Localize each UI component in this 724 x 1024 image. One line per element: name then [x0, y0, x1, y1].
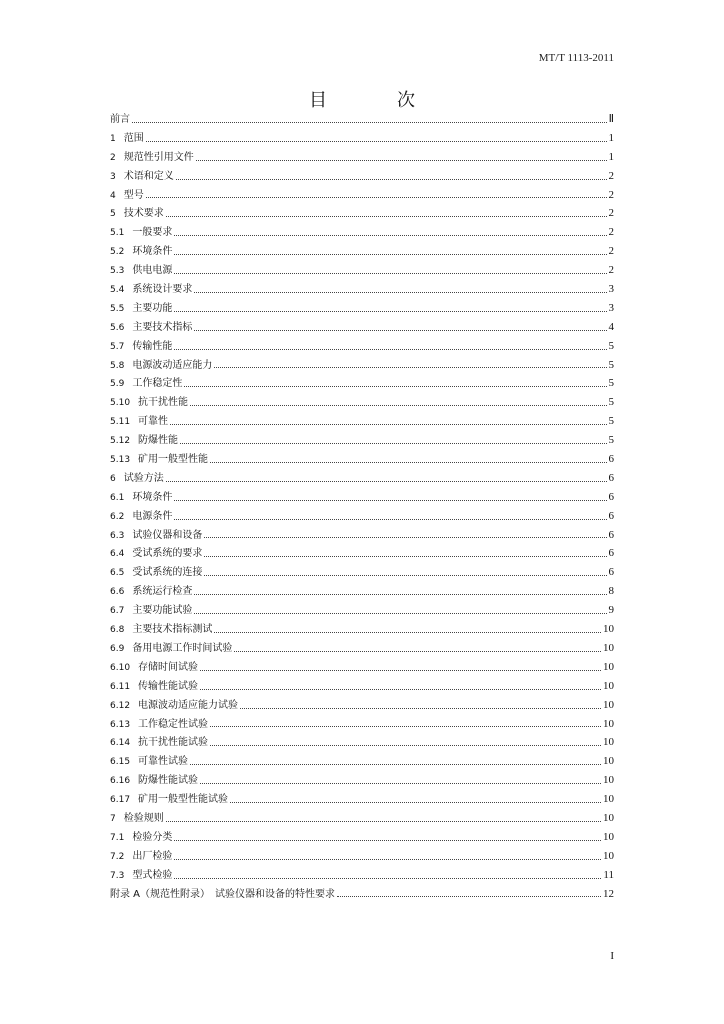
toc-entry-number: 5.9 [110, 379, 125, 390]
toc-dot-leader [174, 878, 601, 879]
toc-entry[interactable] [110, 885, 614, 904]
toc-entry-number: 5.13 [110, 455, 131, 466]
toc-entry-title: 防爆性能 [138, 435, 179, 447]
toc-entry-title: 检验分类 [132, 831, 173, 843]
toc-dot-leader [174, 273, 606, 274]
toc-dot-leader [176, 179, 607, 180]
toc-entry-number: 6 [110, 473, 116, 484]
toc-entry[interactable] [110, 582, 614, 601]
toc-entry[interactable] [110, 620, 614, 639]
toc-entry-page: 10 [603, 660, 614, 673]
toc-entry-title: 防爆性能试验 [138, 775, 199, 787]
toc-entry-title: 工作稳定性 [132, 378, 183, 390]
toc-entry-number: 5.2 [110, 247, 125, 258]
toc-entry-number: 6.8 [110, 625, 125, 636]
toc-dot-leader [196, 160, 607, 161]
toc-entry[interactable] [110, 733, 614, 752]
toc-entry[interactable] [110, 242, 614, 261]
toc-entry-title: 存储时间试验 [138, 661, 199, 673]
toc-entry-title: 型号 [123, 189, 144, 201]
toc-entry-page: 10 [603, 755, 614, 768]
toc-entry-title: 术语和定义 [123, 170, 174, 182]
toc-entry[interactable] [110, 790, 614, 809]
toc-dot-leader [190, 764, 601, 765]
toc-entry-number: 5.10 [110, 398, 131, 409]
toc-entry-title: 技术要求 [123, 208, 164, 220]
toc-entry[interactable] [110, 469, 614, 488]
toc-entry[interactable] [110, 356, 614, 375]
toc-entry-title: 出厂检验 [132, 850, 173, 862]
toc-entry-title: 环境条件 [132, 491, 173, 503]
toc-dot-leader [174, 859, 601, 860]
toc-dot-leader [146, 141, 607, 142]
toc-entry-page: 10 [603, 736, 614, 749]
toc-entry-title: 规范性引用文件 [123, 151, 194, 163]
toc-entry[interactable] [110, 431, 614, 450]
toc-dot-leader [174, 500, 606, 501]
toc-entry-page: 2 [608, 264, 614, 277]
toc-entry-number: 7.2 [110, 851, 125, 862]
toc-dot-leader [204, 537, 606, 538]
toc-entry-title: 前言 [110, 114, 130, 125]
toc-entry[interactable] [110, 337, 614, 356]
toc-entry-title: 传输性能 [132, 340, 173, 352]
toc-entry[interactable] [110, 450, 614, 469]
toc-entry[interactable] [110, 129, 614, 148]
toc-entry-number: 3 [110, 171, 116, 182]
toc-entry-title: 受试系统的要求 [132, 548, 203, 560]
toc-entry-page: 6 [608, 453, 614, 466]
toc-dot-leader [200, 689, 601, 690]
toc-entry[interactable] [110, 847, 614, 866]
toc-entry[interactable] [110, 374, 614, 393]
toc-entry-page: 6 [608, 490, 614, 503]
toc-entry-title: 抗干扰性能 [138, 397, 189, 409]
toc-entry[interactable] [110, 204, 614, 223]
toc-entry-number: 1 [110, 133, 116, 144]
toc-entry-number: 6.12 [110, 700, 131, 711]
toc-entry-page: 3 [608, 301, 614, 314]
toc-dot-leader [166, 821, 601, 822]
toc-entry-title: 电源波动适应能力 [132, 359, 213, 371]
toc-entry-page: 6 [608, 566, 614, 579]
toc-entry-page: 10 [603, 793, 614, 806]
toc-entry-page: 2 [608, 207, 614, 220]
toc-dot-leader [174, 235, 606, 236]
toc-entry-number: 5 [110, 209, 116, 220]
toc-entry[interactable] [110, 488, 614, 507]
toc-dot-leader [174, 254, 606, 255]
toc-entry[interactable] [110, 828, 614, 847]
toc-entry-number: 5.6 [110, 322, 125, 333]
toc-entry-title: 系统运行检查 [132, 586, 193, 598]
toc-entry-number: 5.8 [110, 360, 125, 371]
toc-entry-page: 5 [608, 434, 614, 447]
toc-entry-title: 主要技术指标 [132, 321, 193, 333]
toc-dot-leader [200, 670, 601, 671]
toc-entry-page: 6 [608, 547, 614, 560]
toc-entry-number: 6.6 [110, 587, 125, 598]
toc-entry-page: 5 [608, 415, 614, 428]
toc-dot-leader [194, 594, 606, 595]
page-title: 目 次 [309, 90, 441, 111]
toc-entry-number: 7.3 [110, 870, 125, 881]
toc-entry[interactable] [110, 526, 614, 545]
toc-entry-title: 检验规则 [123, 812, 164, 824]
toc-entry-page: Ⅱ [608, 113, 614, 125]
toc-entry-number: 6.17 [110, 795, 131, 806]
toc-entry-page: 2 [608, 226, 614, 239]
toc-entry-title: 型式检验 [132, 869, 173, 881]
toc-entry[interactable] [110, 318, 614, 337]
toc-entry-number: 7.1 [110, 832, 125, 843]
toc-entry-page: 5 [608, 377, 614, 390]
toc-entry-page: 10 [603, 641, 614, 654]
toc-entry[interactable] [110, 223, 614, 242]
toc-entry-title: 试验仪器和设备 [132, 529, 203, 541]
toc-dot-leader [180, 443, 606, 444]
toc-entry-page: 10 [603, 717, 614, 730]
toc-entry-number: 6.7 [110, 606, 125, 617]
toc-dot-leader [174, 519, 606, 520]
toc-entry-title: 工作稳定性试验 [138, 718, 209, 730]
toc-entry[interactable] [110, 186, 614, 205]
toc-dot-leader [184, 386, 606, 387]
toc-dot-leader [214, 632, 601, 633]
toc-entry-page: 11 [603, 868, 614, 881]
toc-entry-page: 1 [608, 131, 614, 144]
toc-entry-title: 试验方法 [123, 472, 164, 484]
toc-dot-leader [200, 783, 601, 784]
toc-entry-number: 6.15 [110, 757, 131, 768]
toc-dot-leader [194, 292, 606, 293]
toc-entry-title: 可靠性 [138, 416, 169, 428]
toc-entry[interactable] [110, 563, 614, 582]
toc-entry[interactable] [110, 393, 614, 412]
toc-dot-leader [190, 405, 606, 406]
toc-entry-page: 9 [608, 604, 614, 617]
standard-code: MT/T 1113-2011 [538, 52, 614, 64]
toc-dot-leader [210, 462, 606, 463]
toc-entry-page: 1 [608, 150, 614, 163]
toc-entry-page: 10 [603, 811, 614, 824]
toc-dot-leader [240, 708, 601, 709]
toc-entry-title: 传输性能试验 [138, 680, 199, 692]
toc-entry-number: 6.13 [110, 719, 131, 730]
toc-entry-page: 10 [603, 698, 614, 711]
toc-entry-page: 5 [608, 339, 614, 352]
toc-entry-page: 8 [608, 585, 614, 598]
toc-entry-title: 供电电源 [132, 265, 173, 277]
table-of-contents [110, 110, 614, 903]
toc-entry-number: 5.5 [110, 303, 125, 314]
toc-entry[interactable] [110, 261, 614, 280]
toc-entry-title: 备用电源工作时间试验 [132, 642, 233, 654]
toc-entry-title: 附录 A（规范性附录） 试验仪器和设备的特性要求 [110, 888, 336, 900]
toc-dot-leader [210, 745, 601, 746]
toc-entry-number: 4 [110, 190, 116, 201]
toc-dot-leader [210, 726, 601, 727]
toc-entry-page: 10 [603, 849, 614, 862]
toc-entry-page: 5 [608, 396, 614, 409]
toc-entry[interactable] [110, 110, 614, 129]
toc-entry-number: 6.1 [110, 492, 125, 503]
toc-entry-number: 6.9 [110, 643, 125, 654]
toc-entry[interactable] [110, 412, 614, 431]
toc-entry[interactable] [110, 167, 614, 186]
toc-dot-leader [204, 556, 606, 557]
toc-entry-number: 6.4 [110, 549, 125, 560]
toc-entry-number: 2 [110, 152, 116, 163]
toc-dot-leader [230, 802, 601, 803]
toc-entry-title: 主要功能 [132, 302, 173, 314]
toc-entry-number: 5.7 [110, 341, 125, 352]
toc-dot-leader [170, 424, 606, 425]
toc-dot-leader [166, 481, 607, 482]
toc-entry-number: 7 [110, 813, 116, 824]
toc-entry-title: 主要技术指标测试 [132, 624, 213, 636]
toc-entry[interactable] [110, 639, 614, 658]
toc-entry-page: 12 [603, 887, 614, 900]
toc-dot-leader [234, 651, 601, 652]
toc-entry-title: 受试系统的连接 [132, 567, 203, 579]
page-number: I [610, 950, 614, 962]
toc-dot-leader [174, 349, 606, 350]
toc-entry-number: 6.16 [110, 776, 131, 787]
toc-entry-number: 5.12 [110, 436, 131, 447]
toc-entry[interactable] [110, 601, 614, 620]
toc-dot-leader [194, 330, 606, 331]
toc-entry[interactable] [110, 696, 614, 715]
toc-entry[interactable] [110, 507, 614, 526]
toc-entry-number: 6.10 [110, 662, 131, 673]
toc-entry-page: 6 [608, 509, 614, 522]
toc-entry[interactable] [110, 771, 614, 790]
toc-dot-leader [132, 122, 607, 123]
toc-entry-number: 6.5 [110, 568, 125, 579]
toc-dot-leader [214, 367, 606, 368]
toc-dot-leader [194, 613, 606, 614]
toc-entry-page: 5 [608, 358, 614, 371]
toc-dot-leader [204, 575, 606, 576]
toc-entry-number: 5.3 [110, 266, 125, 277]
toc-entry[interactable] [110, 544, 614, 563]
toc-dot-leader [174, 311, 606, 312]
toc-entry-page: 10 [603, 679, 614, 692]
toc-entry[interactable] [110, 809, 614, 828]
toc-entry[interactable] [110, 658, 614, 677]
toc-entry-page: 2 [608, 169, 614, 182]
toc-entry-title: 可靠性试验 [138, 756, 189, 768]
toc-entry[interactable] [110, 677, 614, 696]
toc-entry-page: 10 [603, 774, 614, 787]
toc-entry-page: 10 [603, 830, 614, 843]
toc-entry-page: 10 [603, 623, 614, 636]
toc-entry-page: 4 [608, 320, 614, 333]
toc-entry-number: 6.11 [110, 681, 131, 692]
toc-entry-title: 一般要求 [132, 227, 173, 239]
toc-entry-title: 电源条件 [132, 510, 173, 522]
toc-entry[interactable] [110, 299, 614, 318]
toc-entry-number: 6.14 [110, 738, 131, 749]
toc-entry-number: 5.11 [110, 417, 131, 428]
toc-entry-title: 范围 [123, 132, 144, 144]
toc-entry[interactable] [110, 866, 614, 885]
toc-dot-leader [166, 216, 607, 217]
toc-entry-page: 6 [608, 528, 614, 541]
toc-dot-leader [337, 896, 601, 897]
toc-entry-number: 6.3 [110, 530, 125, 541]
toc-entry-title: 环境条件 [132, 246, 173, 258]
toc-entry[interactable] [110, 280, 614, 299]
toc-entry-title: 矿用一般型性能试验 [138, 794, 229, 806]
toc-entry-title: 矿用一般型性能 [138, 454, 209, 466]
toc-entry-page: 2 [608, 245, 614, 258]
toc-entry-title: 电源波动适应能力试验 [138, 699, 239, 711]
toc-dot-leader [174, 840, 601, 841]
toc-dot-leader [146, 197, 607, 198]
toc-entry-number: 6.2 [110, 511, 125, 522]
toc-entry-title: 主要功能试验 [132, 605, 193, 617]
toc-entry[interactable] [110, 752, 614, 771]
toc-entry[interactable] [110, 148, 614, 167]
toc-entry-page: 3 [608, 283, 614, 296]
toc-entry-title: 抗干扰性能试验 [138, 737, 209, 749]
toc-entry-title: 系统设计要求 [132, 284, 193, 296]
toc-entry[interactable] [110, 715, 614, 734]
toc-entry-number: 5.4 [110, 285, 125, 296]
toc-entry-page: 2 [608, 188, 614, 201]
toc-entry-number: 5.1 [110, 228, 125, 239]
toc-entry-page: 6 [608, 471, 614, 484]
